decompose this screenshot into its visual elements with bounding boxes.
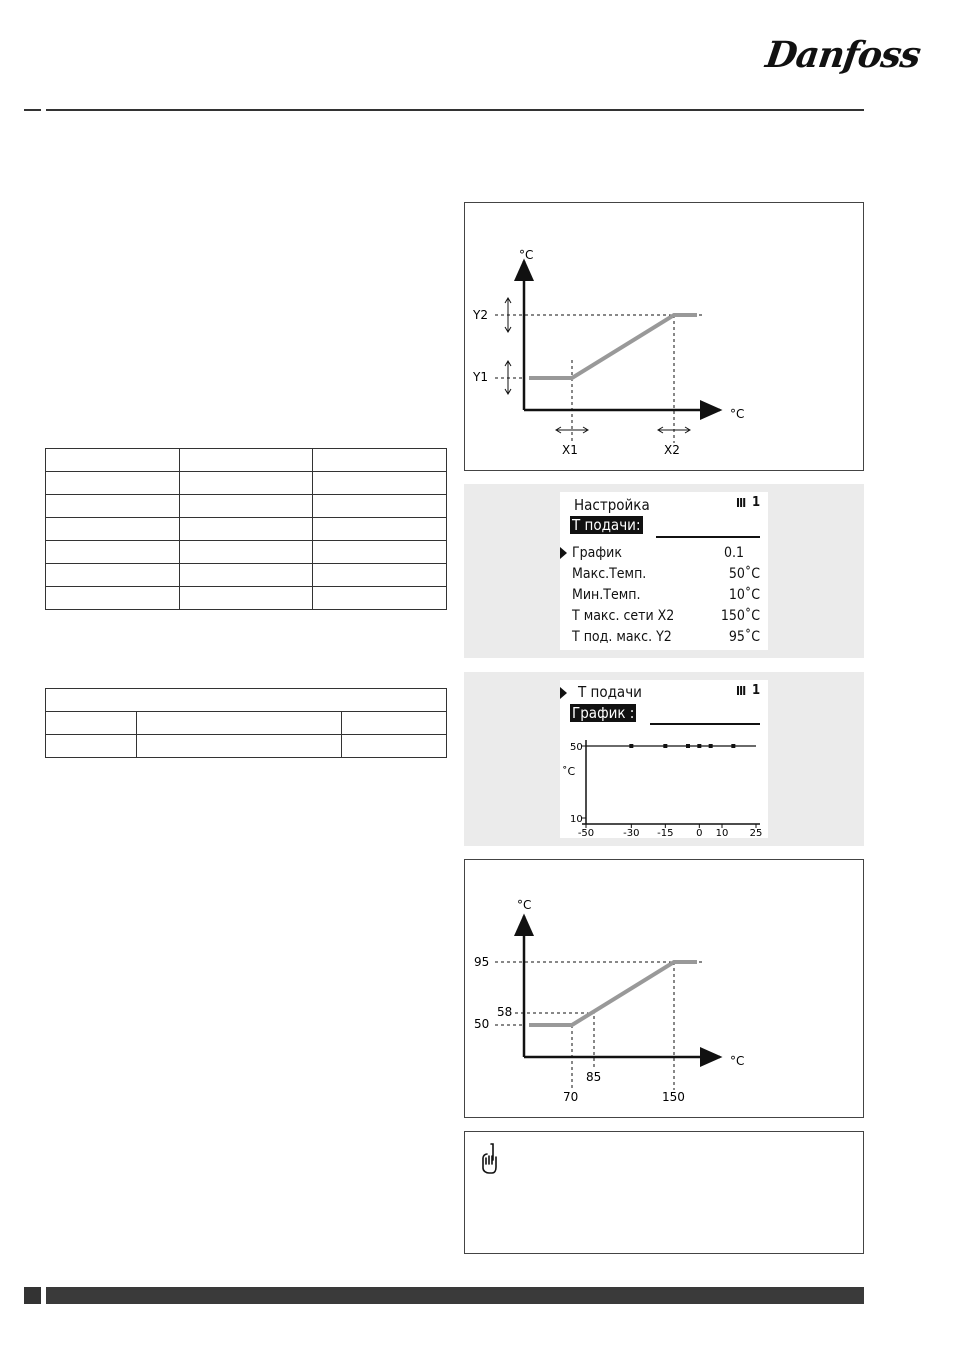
radiator-icon: Ⅲ bbox=[736, 496, 746, 510]
screen-subtitle: График : bbox=[572, 704, 635, 722]
setting-row-graph[interactable]: График 0.1 bbox=[572, 545, 744, 561]
setting-row-net-max-x2[interactable]: Т макс. сети X2 150˚C bbox=[572, 608, 760, 624]
subtitle-underline bbox=[656, 536, 760, 538]
table-row bbox=[46, 735, 447, 758]
y-tick-label: 10 bbox=[570, 814, 583, 825]
table-row bbox=[46, 587, 447, 610]
back-pointer-icon bbox=[560, 687, 567, 699]
y-axis-unit: °C bbox=[519, 248, 534, 262]
x-axis-unit: °C bbox=[730, 407, 745, 421]
setting-row-max-temp[interactable]: Макс.Темп. 50˚C bbox=[572, 566, 760, 582]
example-table bbox=[45, 688, 447, 758]
radiator-icon: Ⅲ bbox=[736, 684, 746, 698]
danfoss-logo: Danfoss bbox=[763, 34, 923, 76]
x-tick-label: 10 bbox=[715, 828, 729, 838]
curve-point[interactable] bbox=[629, 744, 633, 748]
x-axis-unit: °C bbox=[730, 1054, 745, 1068]
graph-y-unit: ˚C bbox=[562, 765, 576, 778]
footer-marker bbox=[24, 1287, 41, 1304]
heating-curve-diagram bbox=[464, 202, 864, 471]
y-label-95: 95 bbox=[474, 955, 490, 969]
x-tick-label: 0 bbox=[696, 828, 703, 838]
y-label-50: 50 bbox=[474, 1017, 490, 1031]
settings-table bbox=[45, 448, 447, 610]
x-tick-label: -50 bbox=[577, 828, 595, 838]
x-tick-label: 25 bbox=[749, 828, 763, 838]
table-row bbox=[46, 712, 447, 735]
controller-screen-graph-frame bbox=[464, 672, 864, 846]
x-label-85: 85 bbox=[586, 1070, 602, 1084]
curve-point[interactable] bbox=[709, 744, 713, 748]
example-curve bbox=[529, 962, 697, 1025]
heating-curve bbox=[529, 315, 697, 378]
setting-row-flow-max-y2[interactable]: Т под. макс. Y2 95˚C bbox=[572, 629, 760, 645]
setting-row-min-temp[interactable]: Мин.Темп. 10˚C bbox=[572, 587, 760, 603]
x2-label: X2 bbox=[664, 443, 680, 457]
header-rule-marker bbox=[24, 109, 41, 111]
footer-bar bbox=[46, 1287, 864, 1304]
heating-curve-svg bbox=[465, 203, 863, 470]
hand-pointer-icon bbox=[477, 1142, 501, 1176]
curve-point[interactable] bbox=[663, 744, 667, 748]
note-box bbox=[464, 1131, 864, 1254]
controller-screen-settings bbox=[560, 492, 768, 650]
y1-label: Y1 bbox=[473, 370, 488, 384]
table-row bbox=[46, 449, 447, 472]
example-curve-diagram bbox=[464, 859, 864, 1118]
circuit-number: 1 bbox=[752, 495, 761, 510]
table-row bbox=[46, 564, 447, 587]
x1-label: X1 bbox=[562, 443, 578, 457]
curve-point[interactable] bbox=[686, 744, 690, 748]
example-curve-svg bbox=[465, 860, 863, 1117]
y1-adjust-arrow bbox=[505, 361, 511, 394]
curve-graph bbox=[560, 728, 768, 838]
x-tick-label: -15 bbox=[657, 828, 674, 838]
x-label-70: 70 bbox=[563, 1090, 579, 1104]
x-label-150: 150 bbox=[662, 1090, 685, 1104]
table-row bbox=[46, 689, 447, 712]
curve-point[interactable] bbox=[697, 744, 701, 748]
curve-point[interactable] bbox=[731, 744, 735, 748]
screen-subtitle: Т подачи: bbox=[572, 516, 641, 534]
controller-screen-graph bbox=[560, 680, 768, 838]
x2-adjust-arrow bbox=[658, 427, 690, 433]
y-axis-unit: °C bbox=[517, 898, 532, 912]
controller-screen-settings-frame bbox=[464, 484, 864, 658]
table-row bbox=[46, 472, 447, 495]
header-rule bbox=[46, 109, 864, 111]
y2-label: Y2 bbox=[473, 308, 488, 322]
table-row bbox=[46, 518, 447, 541]
y2-adjust-arrow bbox=[505, 298, 511, 332]
subtitle-underline bbox=[650, 723, 760, 725]
x-tick-label: -30 bbox=[623, 828, 640, 838]
table-row bbox=[46, 495, 447, 518]
y-label-58: 58 bbox=[497, 1005, 513, 1019]
circuit-number: 1 bbox=[752, 683, 761, 698]
table-row bbox=[46, 541, 447, 564]
y-tick-label: 50 bbox=[570, 742, 583, 753]
screen-header-title: Т подачи bbox=[578, 683, 642, 701]
screen-header-title: Настройка bbox=[574, 496, 650, 514]
